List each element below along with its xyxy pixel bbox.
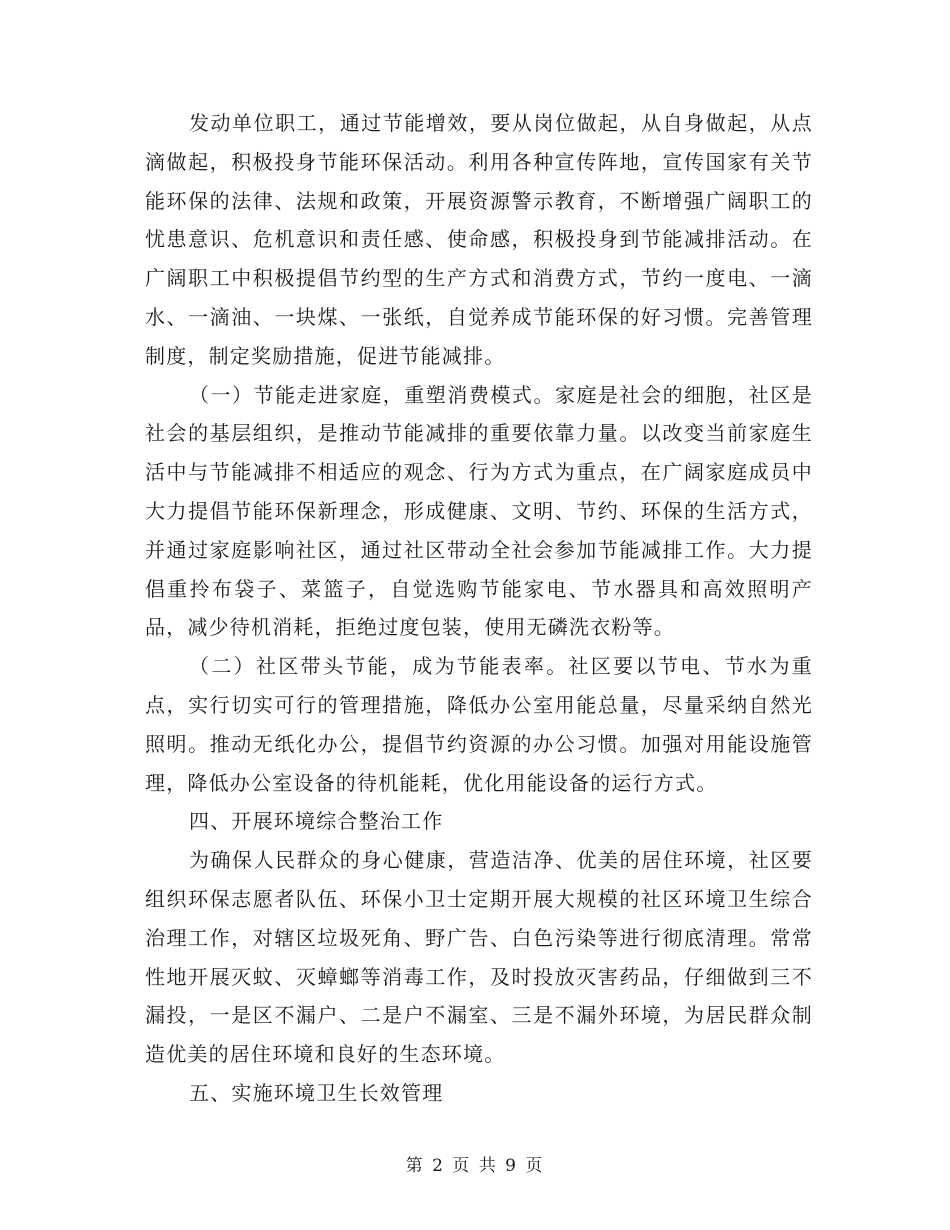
paragraph-energy-family: （一）节能走进家庭，重塑消费模式。家庭是社会的细胞，社区是社会的基层组织，是推动节能减排的重要依靠力量。以改变当前家庭生活中与节能减排不相适应的观念、行为方式为重点，在广阔家庭成员中大力提倡节能环保新理念，形成健康、文明、节约、环保的生活方式，并通过家庭影响社区，通过社区带动全社会参加节能减排工作。大力提倡重拎布袋子、菜篮子，自觉选购节能家电、节水器具和高效照明产品，减少待机消耗，拒绝过度包装，使用无磷洗衣粉等。 — [145, 382, 813, 640]
paragraph-energy-mobilization: 发动单位职工，通过节能增效，要从岗位做起，从自身做起，从点滴做起，积极投身节能环保活动。利用各种宣传阵地，宣传国家有关节能环保的法律、法规和政策，开展资源警示教育，不断增强广阔职工的忧患意识、危机意识和责任感、使命感，积极投身到节能减排活动。在广阔职工中积极提倡节约型的生产方式和消费方式，节约一度电、一滴水、一滴油、一块煤、一张纸，自觉养成节能环保的好习惯。完善管理制度，制定奖励措施，促进节能减排。 — [145, 111, 813, 368]
document-page — [145, 104, 813, 1113]
paragraph-community-energy: （二）社区带头节能，成为节能表率。社区要以节电、节水为重点，实行切实可行的管理措施，降低办公室用能总量，尽量采纳自然光照明。推动无纸化办公，提倡节约资源的办公习惯。加强对用能设施管理，降低办公室设备的待机能耗，优化用能设备的运行方式。 — [145, 654, 813, 795]
paragraph-environment-cleanup: 为确保人民群众的身心健康，营造洁净、优美的居住环境，社区要组织环保志愿者队伍、环保小卫士定期开展大规模的社区环境卫生综合治理工作，对辖区垃圾死角、野广告、白色污染等进行彻底清理。常常性地开展灭蚊、灭蟑螂等消毒工作，及时投放灭害药品，仔细做到三不漏投，一是区不漏户、二是户不漏室、三是不漏外环境，为居民群众制造优美的居住环境和良好的生态环境。 — [145, 848, 813, 1067]
page-footer: 第 2 页 共 9 页 — [405, 1156, 545, 1176]
section-heading-five: 五、实施环境卫生长效管理 — [189, 1080, 444, 1105]
section-heading-four: 四、开展环境综合整治工作 — [189, 809, 444, 834]
